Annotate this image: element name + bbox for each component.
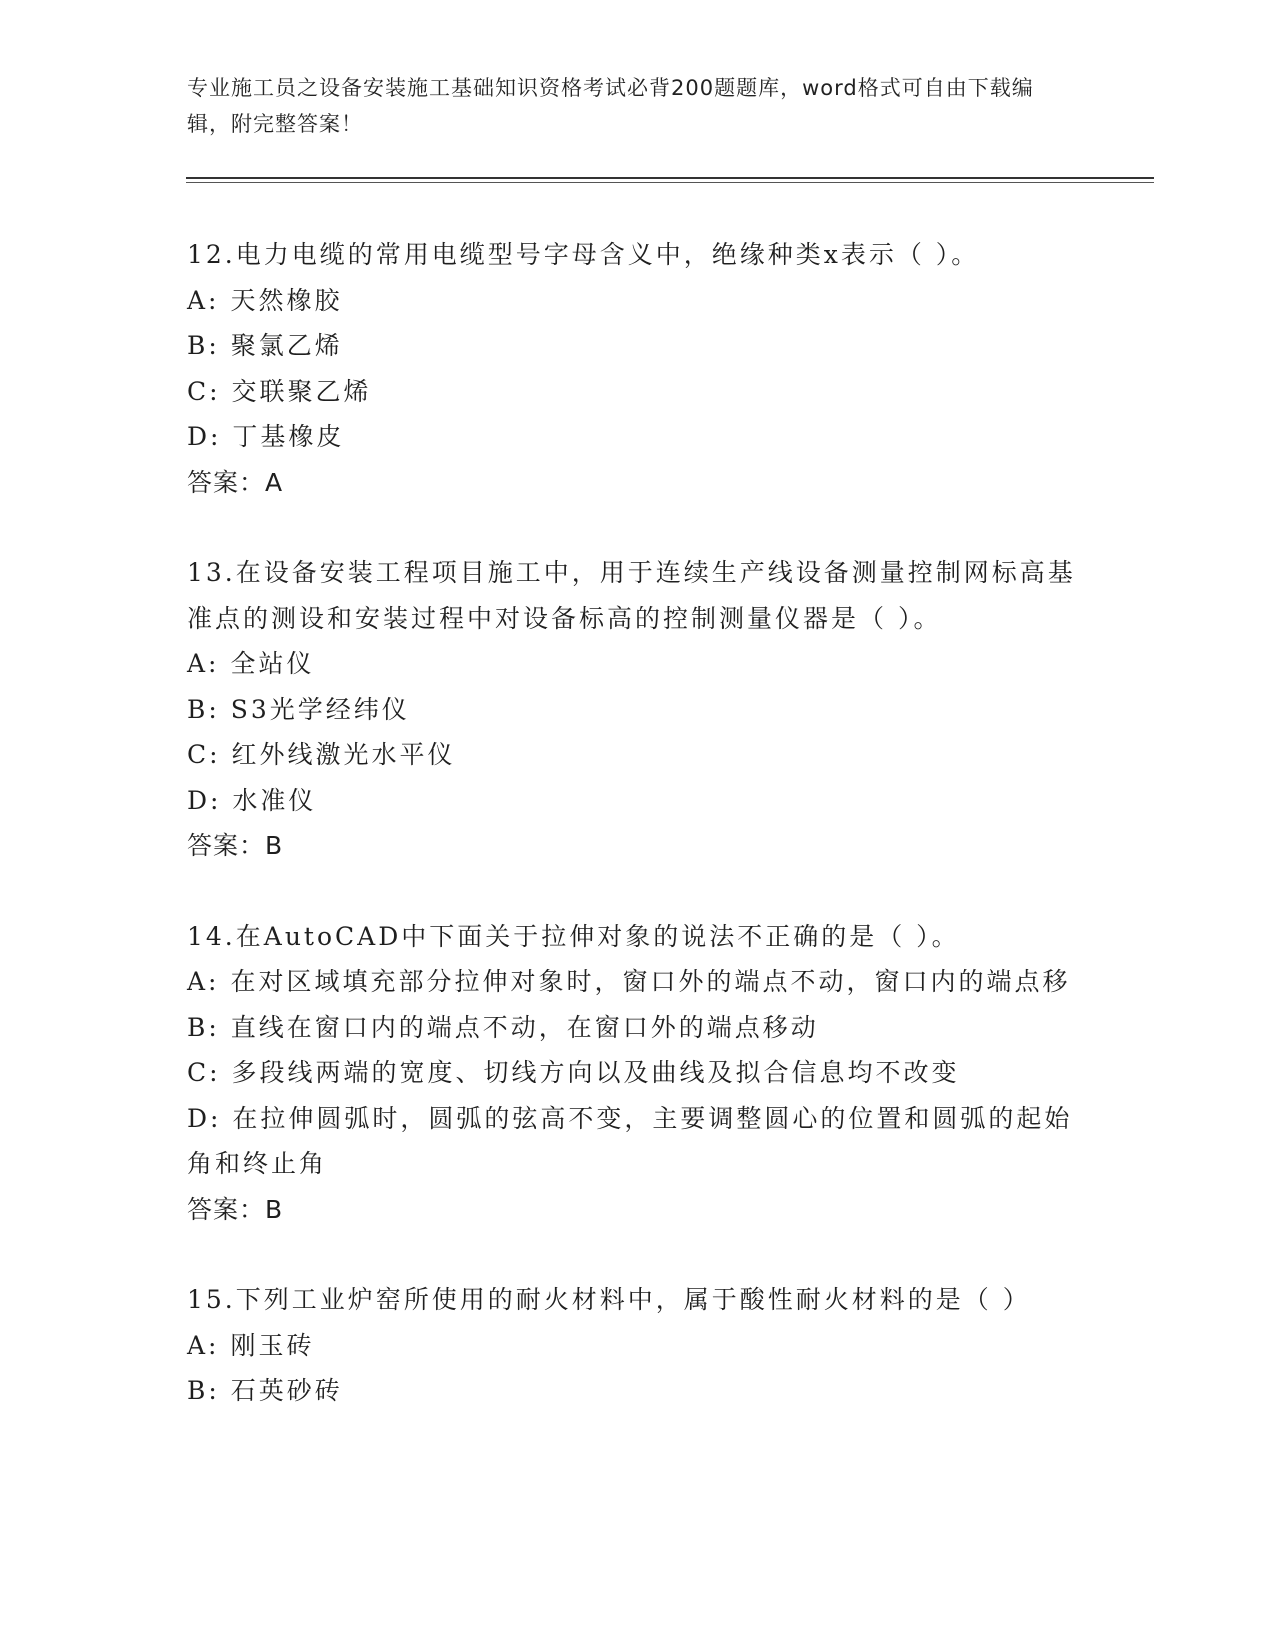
option-text: 刚玉砖 — [230, 1330, 315, 1360]
option-a — [187, 278, 1087, 324]
option-b — [187, 1368, 1087, 1414]
option-key: B: — [187, 1376, 231, 1405]
option-key: B: — [187, 694, 231, 724]
question-stem: 13.在设备安装工程项目施工中，用于连续生产线设备测量控制网标高基准点的测设和安装过程中对设备标高的控制测量仪器是（ ）。 — [187, 558, 1076, 633]
option-key: D: — [187, 422, 233, 451]
option-key: A: — [187, 967, 231, 996]
option-d — [187, 1096, 1087, 1187]
option-d — [187, 414, 1087, 460]
option-text: 天然橡胶 — [230, 285, 343, 315]
option-key: D: — [187, 785, 233, 815]
option-text: 交联聚乙烯 — [231, 376, 372, 406]
answer: 答案：A — [187, 467, 284, 497]
answer: 答案：B — [187, 831, 284, 860]
option-text: 水准仪 — [232, 785, 317, 815]
option-key: B: — [187, 331, 231, 360]
option-a — [187, 641, 1087, 687]
option-text: 石英砂砖 — [230, 1376, 343, 1405]
option-a — [187, 959, 1087, 1005]
question-stem: 12.电力电缆的常用电缆型号字母含义中，绝缘种类x表示（ ）。 — [187, 240, 980, 269]
option-c — [187, 732, 1087, 778]
option-key: A: — [187, 1330, 231, 1360]
question-14 — [187, 914, 1087, 1233]
question-15 — [187, 1277, 1087, 1414]
question-12 — [187, 232, 1087, 505]
option-text: S3光学经纬仪 — [230, 694, 410, 724]
question-13 — [187, 550, 1087, 869]
option-a — [187, 1323, 1087, 1369]
option-text: 全站仪 — [230, 649, 315, 678]
document-header: 专业施工员之设备安装施工基础知识资格考试必背200题题库，word格式可自由下载编辑，附完整答案！ — [187, 76, 1034, 136]
option-b — [187, 323, 1087, 369]
option-c — [187, 369, 1087, 415]
option-key: A: — [187, 649, 231, 678]
answer: 答案：B — [187, 1194, 284, 1224]
header-divider-thin — [186, 182, 1154, 183]
option-b — [187, 1005, 1087, 1051]
option-text: 丁基橡皮 — [232, 422, 345, 451]
question-stem: 15.下列工业炉窑所使用的耐火材料中，属于酸性耐火材料的是（ ） — [187, 1285, 1031, 1314]
question-list — [187, 232, 1087, 1459]
option-text: 在对区域填充部分拉伸对象时，窗口外的端点不动，窗口内的端点移 — [230, 967, 1071, 996]
question-stem: 14.在AutoCAD中下面关于拉伸对象的说法不正确的是（ ）。 — [187, 921, 960, 951]
option-d — [187, 778, 1087, 824]
option-key: C: — [187, 1058, 232, 1087]
option-text: 红外线激光水平仪 — [231, 740, 456, 769]
option-key: C: — [187, 376, 232, 406]
option-text: 多段线两端的宽度、切线方向以及曲线及拟合信息均不改变 — [231, 1058, 960, 1087]
option-b — [187, 687, 1087, 733]
option-text: 聚氯乙烯 — [230, 331, 343, 360]
option-key: B: — [187, 1012, 231, 1042]
option-key: C: — [187, 740, 232, 769]
header-divider-thick — [186, 177, 1154, 179]
option-text: 直线在窗口内的端点不动，在窗口外的端点移动 — [230, 1012, 819, 1042]
option-key: A: — [187, 285, 231, 315]
option-text: 在拉伸圆弧时，圆弧的弦高不变，主要调整圆心的位置和圆弧的起始角和终止角 — [187, 1103, 1073, 1178]
option-c — [187, 1050, 1087, 1096]
option-key: D: — [187, 1103, 233, 1133]
